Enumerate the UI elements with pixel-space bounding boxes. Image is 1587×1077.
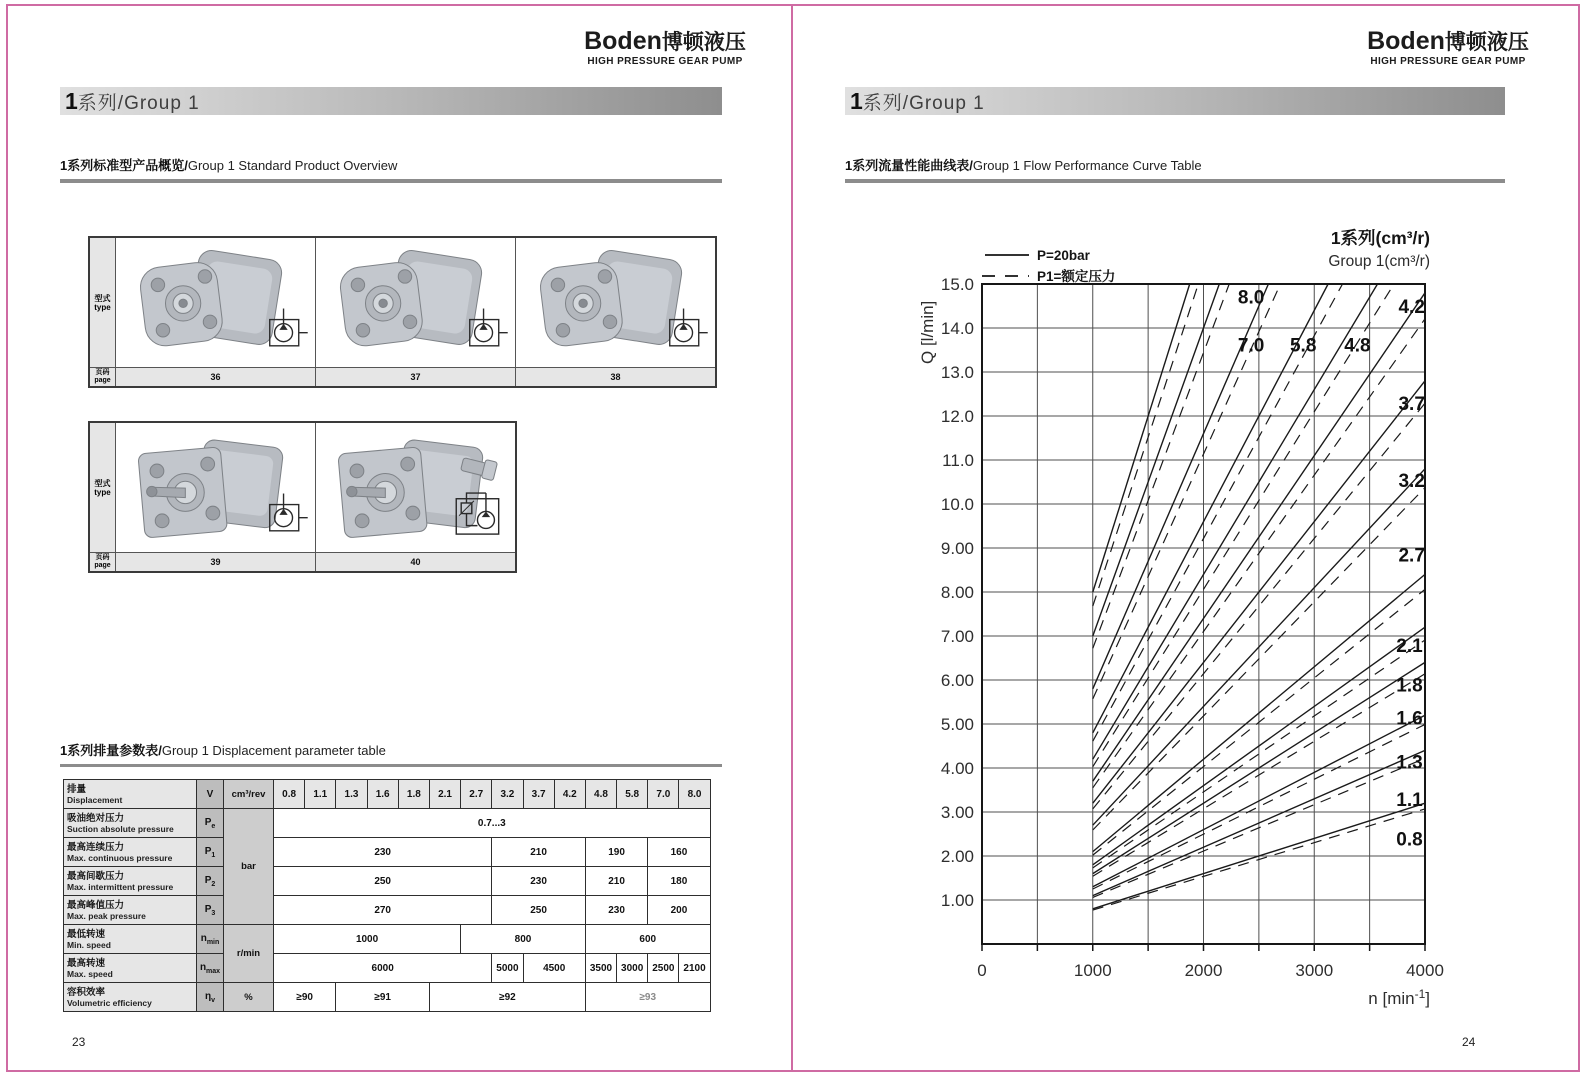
param-value: ≥92	[429, 983, 585, 1012]
svg-text:9.00: 9.00	[940, 539, 974, 558]
brand-en: Boden	[1367, 27, 1445, 55]
section-title-number: 1	[850, 88, 863, 114]
brand-cn: 博顿液压	[661, 31, 746, 54]
param-heading-cn: 1系列排量参数表/	[60, 743, 162, 758]
param-value: 2100	[679, 954, 710, 983]
param-value: 8.0	[679, 780, 710, 809]
curve-label-1.6: 1.6	[1396, 708, 1423, 730]
x-axis-title: n $[\min^{-1}]$	[1368, 987, 1430, 1008]
param-value: 1.1	[305, 780, 336, 809]
svg-text:4.00: 4.00	[940, 759, 974, 778]
overview-heading	[60, 155, 722, 183]
param-unit: %	[224, 983, 274, 1012]
curve-label-1.1: 1.1	[1396, 789, 1423, 811]
svg-text:8.00: 8.00	[940, 583, 974, 602]
product-cell	[116, 423, 315, 571]
overview-heading-en: Group 1 Standard Product Overview	[187, 158, 398, 173]
param-value: 180	[648, 867, 710, 896]
curve-dashed-7.0	[1093, 284, 1229, 648]
displacement-parameter-table	[63, 779, 711, 1012]
param-value: 160	[648, 838, 710, 867]
curve-label-1.8: 1.8	[1396, 675, 1423, 697]
x-axis-labels	[977, 961, 1444, 980]
product-image-cell	[116, 423, 315, 553]
param-value: 230	[274, 838, 492, 867]
svg-text:11.0: 11.0	[942, 451, 974, 470]
param-value: 600	[585, 925, 710, 954]
param-symbol: $n_{min}$	[197, 925, 224, 954]
brand-cn: 博顿液压	[1444, 31, 1529, 54]
svg-text:10.0: 10.0	[940, 495, 974, 514]
param-value: 1.3	[336, 780, 367, 809]
product-overview-table	[88, 236, 717, 388]
page-number-left: 23	[72, 1035, 86, 1049]
svg-text:3.00: 3.00	[940, 803, 974, 822]
chart-heading-en: Group 1 Flow Performance Curve Table	[972, 158, 1202, 173]
param-row-label: 排量 Displacement	[64, 780, 197, 809]
param-unit: r/min	[224, 925, 274, 983]
curve-dashed-8.0	[1093, 284, 1199, 606]
svg-text:14.0: 14.0	[940, 319, 974, 338]
legend-solid-label: P=20bar	[1037, 248, 1090, 263]
svg-text:2.00: 2.00	[940, 847, 974, 866]
brand-wordmark	[1358, 28, 1538, 56]
product-image-cell	[316, 238, 515, 368]
param-value: 4.2	[554, 780, 585, 809]
x-axis-ticks	[982, 944, 1425, 951]
param-value: 210	[492, 838, 586, 867]
legend-dashed-label: P1=额定压力	[1037, 269, 1116, 284]
hydraulic-symbol-pump	[464, 303, 510, 361]
param-value: 4500	[523, 954, 585, 983]
param-heading-en: Group 1 Displacement parameter table	[161, 743, 386, 758]
hydraulic-symbol-pump	[264, 303, 310, 361]
param-unit: bar	[224, 809, 274, 925]
overview-heading-cn: 1系列标准型产品概览/	[60, 158, 188, 173]
curve-label-4.2: 4.2	[1398, 297, 1425, 318]
svg-text:5.00: 5.00	[940, 715, 974, 734]
product-page-number: 36	[116, 368, 315, 386]
page-row-label: 页码 page	[94, 554, 111, 569]
page-divider	[791, 4, 793, 1072]
curve-label-1.3: 1.3	[1396, 752, 1423, 774]
hydraulic-symbol-pump	[264, 488, 310, 546]
param-row-label: 最低转速 Min. speed	[64, 925, 197, 954]
param-row-label: 容积效率 Volumetric efficiency	[64, 983, 197, 1012]
svg-text:1.00: 1.00	[940, 891, 974, 910]
param-value: 1000	[274, 925, 461, 954]
y-axis-labels	[941, 275, 974, 910]
param-value: 2500	[648, 954, 679, 983]
page-number-right: 24	[1462, 1035, 1476, 1049]
param-value: 3.7	[523, 780, 554, 809]
param-row	[64, 838, 711, 867]
hydraulic-symbol-pump	[664, 303, 710, 361]
product-image-cell	[116, 238, 315, 368]
param-symbol: $P_3$	[197, 896, 224, 925]
param-row	[64, 896, 711, 925]
flow-performance-chart	[845, 222, 1505, 1022]
curve-label-3.7: 3.7	[1398, 393, 1425, 415]
curve-label-2.7: 2.7	[1398, 545, 1425, 567]
svg-text:1000: 1000	[1073, 961, 1112, 980]
section-title-bar	[845, 87, 1505, 115]
brand-wordmark	[575, 28, 755, 56]
param-value: 270	[274, 896, 492, 925]
curve-label-8.0: 8.0	[1237, 287, 1265, 309]
svg-text:4000: 4000	[1406, 961, 1444, 980]
param-symbol: V	[197, 780, 224, 809]
product-page-number: 39	[116, 553, 315, 571]
curve-label-4.8: 4.8	[1344, 335, 1371, 357]
svg-text:6.00: 6.00	[940, 671, 974, 690]
param-row-label: 吸油绝对压力 Suction absolute pressure	[64, 809, 197, 838]
param-value: 3.2	[492, 780, 523, 809]
param-value: ≥93	[585, 983, 710, 1012]
param-value: 5000	[492, 954, 523, 983]
param-value: 230	[585, 896, 647, 925]
param-row	[64, 780, 711, 809]
y-axis-title: Q [l/min]	[918, 300, 937, 364]
param-row-label: 最高连续压力 Max. continuous pressure	[64, 838, 197, 867]
param-value: 230	[492, 867, 586, 896]
type-row-label: 型式 type	[90, 238, 115, 368]
product-cell	[315, 238, 515, 386]
param-row	[64, 925, 711, 954]
param-row-label: 最高峰值压力 Max. peak pressure	[64, 896, 197, 925]
svg-text:13.0: 13.0	[940, 363, 974, 382]
param-value: 250	[492, 896, 586, 925]
overview-row-labels	[90, 238, 116, 386]
param-value: 7.0	[648, 780, 679, 809]
page-row-label: 页码 page	[94, 369, 111, 384]
param-value: 200	[648, 896, 710, 925]
product-cell	[515, 238, 715, 386]
curve-label-3.2: 3.2	[1398, 470, 1425, 492]
curve-label-2.1: 2.1	[1396, 635, 1423, 657]
product-overview-tables	[88, 236, 717, 573]
param-value: ≥91	[336, 983, 430, 1012]
param-value: 2.7	[461, 780, 492, 809]
param-row-label: 最高间歇压力 Max. intermittent pressure	[64, 867, 197, 896]
param-table-heading	[60, 740, 722, 767]
product-page-number: 38	[516, 368, 715, 386]
param-value: 1.6	[367, 780, 398, 809]
curve-label-7.0: 7.0	[1237, 335, 1265, 357]
section-title-text: 系列/Group 1	[77, 93, 200, 114]
param-value: 4.8	[585, 780, 616, 809]
type-row-label: 型式 type	[90, 423, 115, 553]
brand-tagline: HIGH PRESSURE GEAR PUMP	[1370, 56, 1526, 67]
product-image-cell	[516, 238, 715, 368]
param-value: 5.8	[617, 780, 648, 809]
product-image-cell	[316, 423, 515, 553]
section-title-text: 系列/Group 1	[862, 93, 985, 114]
product-cell	[116, 238, 315, 386]
param-value: 3000	[617, 954, 648, 983]
chart-heading-cn: 1系列流量性能曲线表/	[845, 158, 973, 173]
chart-title-en: Group 1(cm³/r)	[1328, 253, 1430, 270]
param-symbol: $\eta_v$	[197, 983, 224, 1012]
brand-logo	[575, 28, 755, 67]
brand-logo	[1358, 28, 1538, 67]
section-title-number: 1	[65, 88, 78, 114]
svg-text:15.0: 15.0	[940, 275, 974, 294]
param-row-label: 最高转速 Max. speed	[64, 954, 197, 983]
chart-heading	[845, 155, 1505, 183]
param-row	[64, 983, 711, 1012]
curve-label-0.8: 0.8	[1396, 829, 1423, 851]
overview-row-labels	[90, 423, 116, 571]
param-value: 3500	[585, 954, 616, 983]
svg-text:7.00: 7.00	[940, 627, 974, 646]
param-symbol: $P_e$	[197, 809, 224, 838]
product-page-number: 37	[316, 368, 515, 386]
product-cell	[315, 423, 515, 571]
svg-text:2000: 2000	[1184, 961, 1223, 980]
param-value: 2.1	[429, 780, 460, 809]
chart-grid	[982, 284, 1425, 944]
param-symbol: $P_1$	[197, 838, 224, 867]
param-value: ≥90	[274, 983, 336, 1012]
curve-label-5.8: 5.8	[1289, 335, 1317, 357]
param-value: 1.8	[398, 780, 429, 809]
param-symbol: $P_2$	[197, 867, 224, 896]
param-row	[64, 809, 711, 838]
param-value: 0.8	[274, 780, 305, 809]
curve-solid-8.0	[1093, 284, 1190, 592]
svg-text:3000: 3000	[1295, 961, 1334, 980]
param-row	[64, 954, 711, 983]
chart-legend	[982, 248, 1115, 284]
param-unit: cm³/rev	[224, 780, 274, 809]
param-value: 250	[274, 867, 492, 896]
param-value: 0.7...3	[274, 809, 711, 838]
param-value: 6000	[274, 954, 492, 983]
section-title-bar	[60, 87, 722, 115]
chart-title-cn: 1系列(cm³/r)	[1330, 228, 1430, 248]
svg-text:0: 0	[977, 961, 987, 980]
param-value: 190	[585, 838, 647, 867]
hydraulic-symbol-relief-valve-pump	[452, 484, 510, 546]
svg-text:12.0: 12.0	[940, 407, 974, 426]
brand-tagline: HIGH PRESSURE GEAR PUMP	[587, 56, 743, 67]
product-overview-table	[88, 421, 517, 573]
param-value: 210	[585, 867, 647, 896]
curve-solid-4.2	[1093, 284, 1378, 759]
product-page-number: 40	[316, 553, 515, 571]
brand-en: Boden	[584, 27, 662, 55]
param-value: 800	[461, 925, 586, 954]
param-row	[64, 867, 711, 896]
flow-chart-svg	[845, 222, 1505, 1022]
param-symbol: $n_{max}$	[197, 954, 224, 983]
